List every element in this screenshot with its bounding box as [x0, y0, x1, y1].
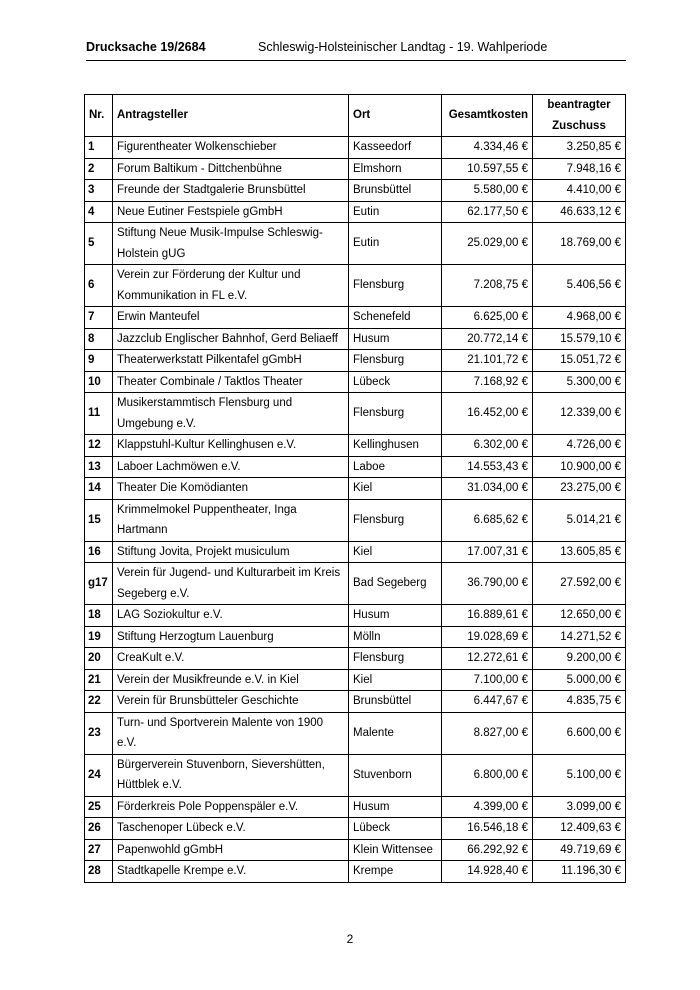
- cell-antragsteller: Krimmelmokel Puppentheater, Inga Hartmann: [113, 499, 349, 541]
- cell-nr: 25: [85, 796, 113, 818]
- cell-zuschuss: 27.592,00 €: [533, 563, 626, 605]
- table-body: [85, 137, 626, 883]
- table-row: [85, 307, 626, 329]
- cell-gesamtkosten: 8.827,00 €: [442, 712, 533, 754]
- cell-ort: Flensburg: [349, 393, 442, 435]
- page-header: [86, 40, 626, 61]
- cell-antragsteller: Stiftung Herzogtum Lauenburg: [113, 626, 349, 648]
- cell-zuschuss: 14.271,52 €: [533, 626, 626, 648]
- cell-gesamtkosten: 62.177,50 €: [442, 201, 533, 223]
- cell-nr: 11: [85, 393, 113, 435]
- cell-nr: 7: [85, 307, 113, 329]
- cell-zuschuss: 49.719,69 €: [533, 839, 626, 861]
- cell-gesamtkosten: 20.772,14 €: [442, 328, 533, 350]
- table-row: [85, 137, 626, 159]
- cell-ort: Kellinghusen: [349, 435, 442, 457]
- cell-nr: 12: [85, 435, 113, 457]
- cell-nr: 14: [85, 478, 113, 500]
- cell-antragsteller: Bürgerverein Stuvenborn, Sievershütten, Hüttblek e.V.: [113, 754, 349, 796]
- cell-antragsteller: Neue Eutiner Festspiele gGmbH: [113, 201, 349, 223]
- cell-zuschuss: 12.339,00 €: [533, 393, 626, 435]
- table-row: [85, 393, 626, 435]
- cell-gesamtkosten: 6.302,00 €: [442, 435, 533, 457]
- cell-ort: Kiel: [349, 669, 442, 691]
- cell-ort: Husum: [349, 328, 442, 350]
- table-row: [85, 754, 626, 796]
- cell-nr: 6: [85, 265, 113, 307]
- cell-antragsteller: Verein der Musikfreunde e.V. in Kiel: [113, 669, 349, 691]
- cell-antragsteller: Verein zur Förderung der Kultur und Kommunikation in FL e.V.: [113, 265, 349, 307]
- cell-gesamtkosten: 31.034,00 €: [442, 478, 533, 500]
- cell-zuschuss: 7.948,16 €: [533, 158, 626, 180]
- cell-ort: Krempe: [349, 861, 442, 883]
- table-row: [85, 201, 626, 223]
- cell-gesamtkosten: 7.168,92 €: [442, 371, 533, 393]
- table-row: [85, 669, 626, 691]
- cell-ort: Elmshorn: [349, 158, 442, 180]
- document-number: Drucksache 19/2684: [86, 40, 206, 54]
- table-row: [85, 818, 626, 840]
- cell-zuschuss: 12.650,00 €: [533, 605, 626, 627]
- table-row: [85, 861, 626, 883]
- cell-nr: 19: [85, 626, 113, 648]
- table-row: [85, 371, 626, 393]
- cell-ort: Husum: [349, 605, 442, 627]
- cell-ort: Laboe: [349, 456, 442, 478]
- cell-zuschuss: 46.633,12 €: [533, 201, 626, 223]
- cell-gesamtkosten: 19.028,69 €: [442, 626, 533, 648]
- cell-antragsteller: Stiftung Jovita, Projekt musiculum: [113, 541, 349, 563]
- cell-ort: Klein Wittensee: [349, 839, 442, 861]
- cell-antragsteller: Turn- und Sportverein Malente von 1900 e.V.: [113, 712, 349, 754]
- parliament-title: Schleswig-Holsteinischer Landtag - 19. Wahlperiode: [258, 40, 548, 54]
- cell-gesamtkosten: 14.928,40 €: [442, 861, 533, 883]
- cell-ort: Husum: [349, 796, 442, 818]
- cell-ort: Stuvenborn: [349, 754, 442, 796]
- table-row: [85, 328, 626, 350]
- cell-nr: 28: [85, 861, 113, 883]
- cell-antragsteller: Papenwohld gGmbH: [113, 839, 349, 861]
- cell-ort: Lübeck: [349, 371, 442, 393]
- table-row: [85, 691, 626, 713]
- cell-zuschuss: 5.300,00 €: [533, 371, 626, 393]
- cell-gesamtkosten: 4.334,46 €: [442, 137, 533, 159]
- table-row: [85, 223, 626, 265]
- cell-ort: Bad Segeberg: [349, 563, 442, 605]
- cell-ort: Brunsbüttel: [349, 180, 442, 202]
- cell-ort: Schenefeld: [349, 307, 442, 329]
- cell-nr: 16: [85, 541, 113, 563]
- cell-antragsteller: Theaterwerkstatt Pilkentafel gGmbH: [113, 350, 349, 372]
- column-header-zuschuss: beantragter Zuschuss: [533, 95, 626, 137]
- cell-nr: 8: [85, 328, 113, 350]
- cell-antragsteller: Verein für Brunsbütteler Geschichte: [113, 691, 349, 713]
- cell-gesamtkosten: 25.029,00 €: [442, 223, 533, 265]
- cell-ort: Mölln: [349, 626, 442, 648]
- cell-gesamtkosten: 16.546,18 €: [442, 818, 533, 840]
- cell-zuschuss: 13.605,85 €: [533, 541, 626, 563]
- cell-zuschuss: 6.600,00 €: [533, 712, 626, 754]
- cell-nr: 27: [85, 839, 113, 861]
- cell-zuschuss: 5.014,21 €: [533, 499, 626, 541]
- cell-zuschuss: 15.051,72 €: [533, 350, 626, 372]
- cell-nr: 2: [85, 158, 113, 180]
- cell-nr: 10: [85, 371, 113, 393]
- cell-nr: 22: [85, 691, 113, 713]
- cell-zuschuss: 11.196,30 €: [533, 861, 626, 883]
- cell-zuschuss: 5.100,00 €: [533, 754, 626, 796]
- table-row: [85, 712, 626, 754]
- column-header-gesamtkosten: Gesamtkosten: [442, 95, 533, 137]
- cell-nr: 24: [85, 754, 113, 796]
- cell-zuschuss: 5.406,56 €: [533, 265, 626, 307]
- cell-gesamtkosten: 36.790,00 €: [442, 563, 533, 605]
- cell-ort: Kiel: [349, 478, 442, 500]
- cell-gesamtkosten: 6.447,67 €: [442, 691, 533, 713]
- cell-antragsteller: Taschenoper Lübeck e.V.: [113, 818, 349, 840]
- table-row: [85, 435, 626, 457]
- cell-antragsteller: LAG Soziokultur e.V.: [113, 605, 349, 627]
- cell-gesamtkosten: 7.208,75 €: [442, 265, 533, 307]
- table-row: [85, 499, 626, 541]
- cell-nr: 3: [85, 180, 113, 202]
- cell-gesamtkosten: 5.580,00 €: [442, 180, 533, 202]
- table-row: [85, 456, 626, 478]
- table-row: [85, 839, 626, 861]
- cell-gesamtkosten: 7.100,00 €: [442, 669, 533, 691]
- cell-ort: Flensburg: [349, 648, 442, 670]
- cell-zuschuss: 5.000,00 €: [533, 669, 626, 691]
- cell-antragsteller: Förderkreis Pole Poppenspäler e.V.: [113, 796, 349, 818]
- cell-antragsteller: Stadtkapelle Krempe e.V.: [113, 861, 349, 883]
- cell-nr: 15: [85, 499, 113, 541]
- cell-ort: Flensburg: [349, 265, 442, 307]
- table-row: [85, 605, 626, 627]
- cell-nr: 21: [85, 669, 113, 691]
- cell-zuschuss: 9.200,00 €: [533, 648, 626, 670]
- cell-ort: Flensburg: [349, 499, 442, 541]
- cell-antragsteller: Theater Die Komödianten: [113, 478, 349, 500]
- cell-antragsteller: Jazzclub Englischer Bahnhof, Gerd Beliaeff: [113, 328, 349, 350]
- cell-nr: g17: [85, 563, 113, 605]
- page-number: 2: [346, 932, 354, 946]
- cell-gesamtkosten: 6.625,00 €: [442, 307, 533, 329]
- cell-zuschuss: 4.410,00 €: [533, 180, 626, 202]
- cell-nr: 18: [85, 605, 113, 627]
- cell-gesamtkosten: 66.292,92 €: [442, 839, 533, 861]
- cell-zuschuss: 15.579,10 €: [533, 328, 626, 350]
- cell-ort: Flensburg: [349, 350, 442, 372]
- cell-antragsteller: Laboer Lachmöwen e.V.: [113, 456, 349, 478]
- cell-zuschuss: 4.835,75 €: [533, 691, 626, 713]
- cell-antragsteller: Klappstuhl-Kultur Kellinghusen e.V.: [113, 435, 349, 457]
- cell-antragsteller: Verein für Jugend- und Kulturarbeit im Kreis Segeberg e.V.: [113, 563, 349, 605]
- cell-antragsteller: Freunde der Stadtgalerie Brunsbüttel: [113, 180, 349, 202]
- cell-nr: 5: [85, 223, 113, 265]
- cell-nr: 1: [85, 137, 113, 159]
- cell-nr: 20: [85, 648, 113, 670]
- column-header-antragsteller: Antragsteller: [113, 95, 349, 137]
- cell-gesamtkosten: 21.101,72 €: [442, 350, 533, 372]
- cell-ort: Kasseedorf: [349, 137, 442, 159]
- cell-nr: 23: [85, 712, 113, 754]
- table-row: [85, 541, 626, 563]
- cell-zuschuss: 4.968,00 €: [533, 307, 626, 329]
- cell-zuschuss: 12.409,63 €: [533, 818, 626, 840]
- table-row: [85, 796, 626, 818]
- cell-ort: Brunsbüttel: [349, 691, 442, 713]
- table-header-row: [85, 95, 626, 137]
- cell-antragsteller: Forum Baltikum - Dittchenbühne: [113, 158, 349, 180]
- table-row: [85, 563, 626, 605]
- table-row: [85, 265, 626, 307]
- cell-ort: Malente: [349, 712, 442, 754]
- column-header-ort: Ort: [349, 95, 442, 137]
- table-row: [85, 350, 626, 372]
- cell-antragsteller: Figurentheater Wolkenschieber: [113, 137, 349, 159]
- cell-gesamtkosten: 14.553,43 €: [442, 456, 533, 478]
- cell-ort: Eutin: [349, 223, 442, 265]
- cell-antragsteller: CreaKult e.V.: [113, 648, 349, 670]
- cell-gesamtkosten: 16.889,61 €: [442, 605, 533, 627]
- cell-zuschuss: 4.726,00 €: [533, 435, 626, 457]
- cell-zuschuss: 23.275,00 €: [533, 478, 626, 500]
- column-header-nr: Nr.: [85, 95, 113, 137]
- table-row: [85, 478, 626, 500]
- cell-ort: Eutin: [349, 201, 442, 223]
- cell-antragsteller: Theater Combinale / Taktlos Theater: [113, 371, 349, 393]
- cell-antragsteller: Musikerstammtisch Flensburg und Umgebung e.V.: [113, 393, 349, 435]
- cell-gesamtkosten: 6.800,00 €: [442, 754, 533, 796]
- cell-gesamtkosten: 4.399,00 €: [442, 796, 533, 818]
- funding-table: [84, 94, 626, 883]
- cell-zuschuss: 18.769,00 €: [533, 223, 626, 265]
- table-row: [85, 180, 626, 202]
- cell-zuschuss: 10.900,00 €: [533, 456, 626, 478]
- cell-gesamtkosten: 10.597,55 €: [442, 158, 533, 180]
- cell-gesamtkosten: 12.272,61 €: [442, 648, 533, 670]
- cell-gesamtkosten: 17.007,31 €: [442, 541, 533, 563]
- cell-ort: Kiel: [349, 541, 442, 563]
- cell-gesamtkosten: 6.685,62 €: [442, 499, 533, 541]
- cell-antragsteller: Erwin Manteufel: [113, 307, 349, 329]
- cell-nr: 26: [85, 818, 113, 840]
- cell-antragsteller: Stiftung Neue Musik-Impulse Schleswig-Holstein gUG: [113, 223, 349, 265]
- table-row: [85, 158, 626, 180]
- table-row: [85, 626, 626, 648]
- cell-zuschuss: 3.250,85 €: [533, 137, 626, 159]
- cell-zuschuss: 3.099,00 €: [533, 796, 626, 818]
- cell-nr: 9: [85, 350, 113, 372]
- cell-gesamtkosten: 16.452,00 €: [442, 393, 533, 435]
- table-row: [85, 648, 626, 670]
- cell-ort: Lübeck: [349, 818, 442, 840]
- cell-nr: 13: [85, 456, 113, 478]
- cell-nr: 4: [85, 201, 113, 223]
